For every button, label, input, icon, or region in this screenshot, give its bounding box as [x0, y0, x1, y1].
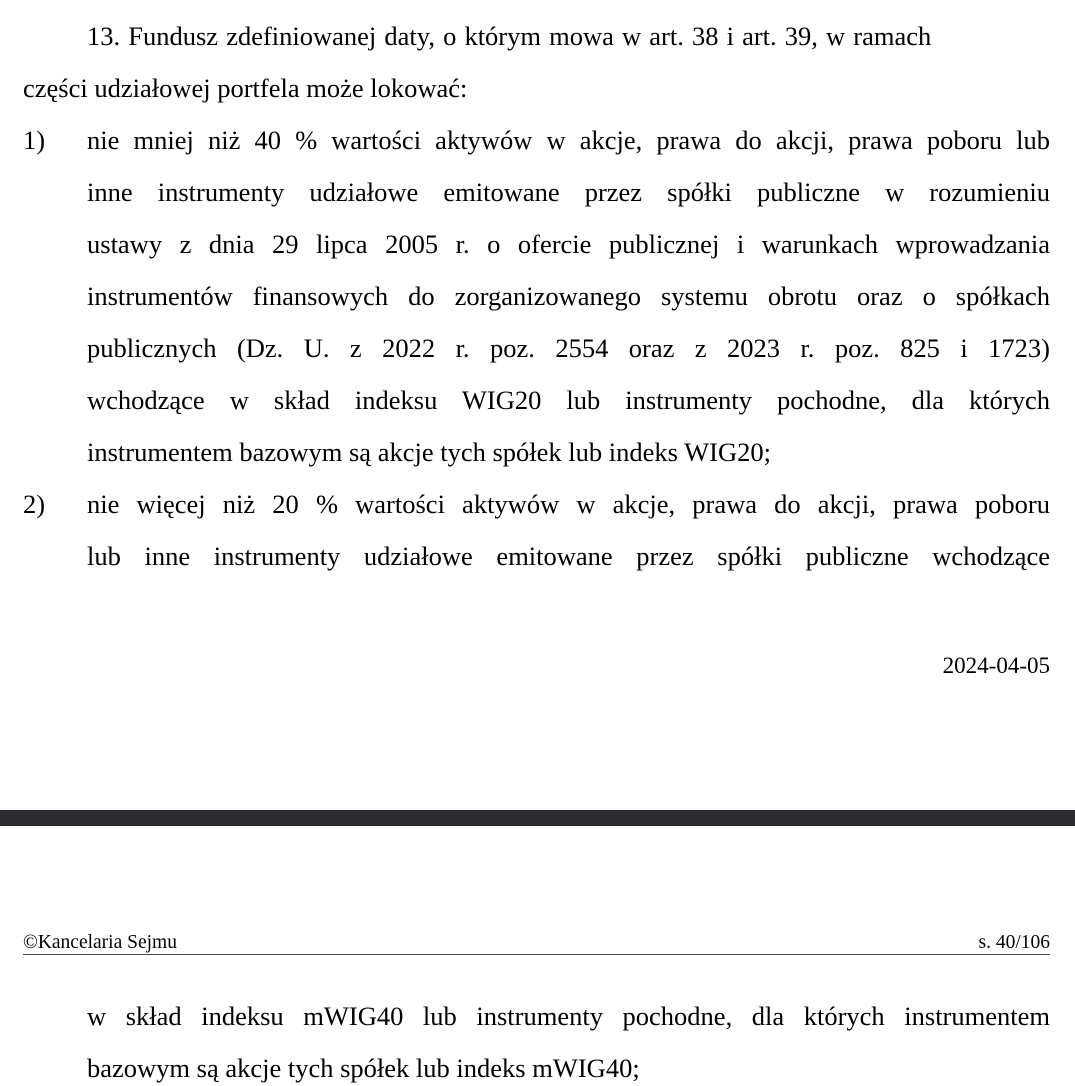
- paragraph-13-line-1: 13. Fundusz zdefiniowanej daty, o którym mowa w art. 38 i art. 39, w ramach: [87, 21, 932, 51]
- list-item-2-continuation-line-1: w skład indeksu mWIG40 lub instrumenty pochodne, dla których instrumentem: [87, 1001, 1050, 1031]
- list-item-2-label: 2): [23, 489, 46, 519]
- document-date: 2024-04-05: [942, 653, 1050, 678]
- list-item-1-label: 1): [23, 125, 46, 155]
- list-item-1-line-5: publicznych (Dz. U. z 2022 r. poz. 2554 oraz z 2023 r. poz. 825 i 1723): [87, 333, 1050, 363]
- page-separator: [0, 810, 1075, 826]
- paragraph-13-line-2: części udziałowej portfela może lokować:: [23, 73, 468, 103]
- document-page-41: [0, 826, 1075, 1086]
- list-item-1-line-1: nie mniej niż 40 % wartości aktywów w akcje, prawa do akcji, prawa poboru lub: [87, 125, 1050, 155]
- list-item-1-line-7: instrumentem bazowym są akcje tych spółek lub indeks WIG20;: [87, 437, 771, 467]
- list-item-1-line-2: inne instrumenty udziałowe emitowane przez spółki publiczne w rozumieniu: [87, 177, 1050, 207]
- list-item-1-line-3: ustawy z dnia 29 lipca 2005 r. o ofercie publicznej i warunkach wprowadzania: [87, 229, 1050, 259]
- page-footer: [23, 929, 1050, 955]
- list-item-2-line-2: lub inne instrumenty udziałowe emitowane przez spółki publiczne wchodzące: [87, 541, 1050, 571]
- list-item-2-line-1: nie więcej niż 20 % wartości aktywów w akcje, prawa do akcji, prawa poboru: [87, 489, 1050, 519]
- list-item-1-line-4: instrumentów finansowych do zorganizowanego systemu obrotu oraz o spółkach: [87, 281, 1050, 311]
- footer-page-number: s. 40/106: [978, 932, 1050, 953]
- list-item-1-line-6: wchodzące w skład indeksu WIG20 lub instrumenty pochodne, dla których: [87, 385, 1050, 415]
- footer-copyright: ©Kancelaria Sejmu: [23, 932, 177, 953]
- list-item-2-continuation-line-2: bazowym są akcje tych spółek lub indeks mWIG40;: [87, 1053, 640, 1083]
